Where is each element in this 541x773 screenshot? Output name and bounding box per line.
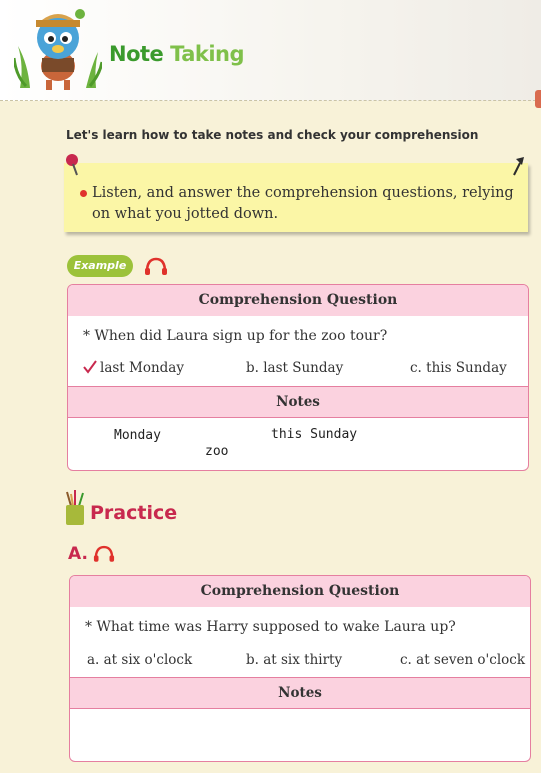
instruction-text: Listen, and answer the comprehension questions, relying on what you jotted down. <box>92 183 522 225</box>
instruction-note <box>64 163 528 232</box>
intro-text: Let's learn how to take notes and check your comprehension <box>66 128 479 142</box>
option-b[interactable]: b. at six thirty <box>246 652 343 668</box>
handwritten-note: zoo <box>205 444 229 459</box>
exercise-label: A. <box>68 544 88 564</box>
headphones-icon[interactable] <box>93 544 115 563</box>
practice-question-box <box>69 575 531 762</box>
option-c[interactable]: c. at seven o'clock <box>400 652 526 668</box>
page-tab-marker <box>535 90 541 108</box>
page-title: Note Taking <box>109 42 245 66</box>
example-notes-title: Notes <box>68 386 528 418</box>
pushpin-icon <box>64 153 82 177</box>
example-notes-area <box>68 418 528 469</box>
headphones-icon[interactable] <box>144 256 168 276</box>
pushpin-icon <box>510 155 528 179</box>
example-section-title: Comprehension Question <box>68 285 528 316</box>
example-options <box>68 354 528 386</box>
checkmark-icon <box>83 360 97 374</box>
example-question-box <box>67 284 529 471</box>
option-a[interactable]: a. at six o'clock <box>87 652 193 668</box>
practice-notes-area[interactable] <box>70 709 530 760</box>
handwritten-note: this Sunday <box>271 427 358 442</box>
example-badge: Example <box>67 255 133 277</box>
practice-options <box>70 647 530 677</box>
mascot-icon <box>14 6 102 92</box>
pencil-cup-icon <box>63 490 89 526</box>
practice-question: * What time was Harry supposed to wake Laura up? <box>85 619 456 635</box>
example-question: * When did Laura sign up for the zoo tour? <box>83 328 388 344</box>
practice-title: Practice <box>90 502 178 524</box>
option-b[interactable]: b. last Sunday <box>246 360 344 376</box>
practice-section-title: Comprehension Question <box>70 576 530 607</box>
option-c[interactable]: c. this Sunday <box>410 360 507 376</box>
option-a[interactable]: last Monday <box>100 360 184 376</box>
handwritten-note: Monday <box>114 428 161 443</box>
practice-notes-title: Notes <box>70 677 530 709</box>
bullet-icon <box>80 190 87 197</box>
